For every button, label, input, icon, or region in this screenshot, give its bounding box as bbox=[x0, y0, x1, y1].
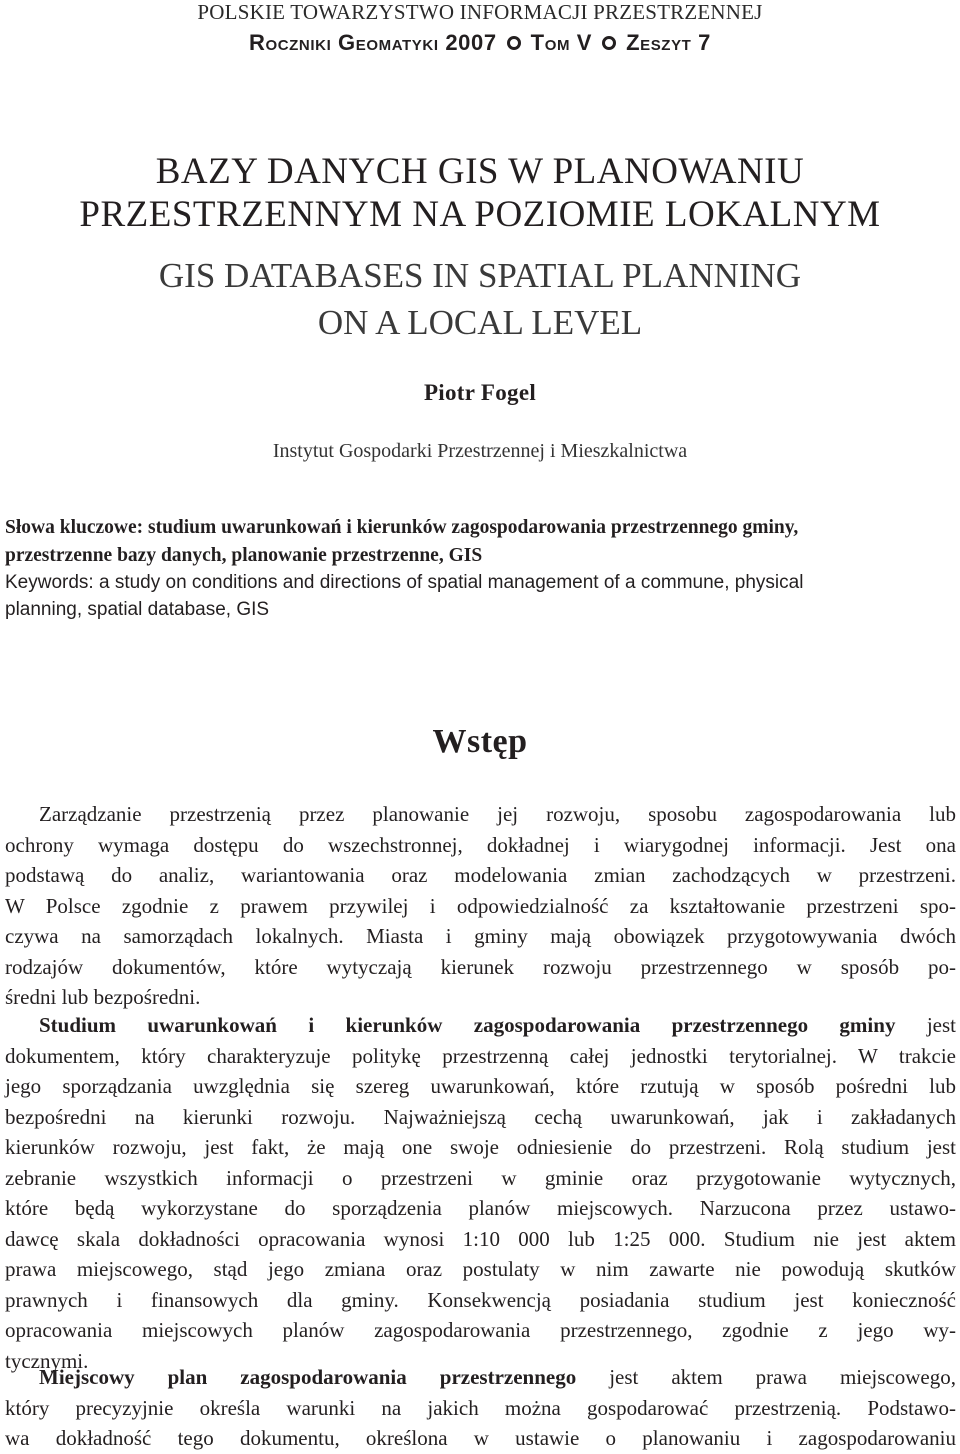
paragraph-line: wa dokładność tego dokumentu, określona w ustawie o planowaniu i zagospodarowaniu bbox=[5, 1426, 956, 1450]
paragraph-line: rodzajów dokumentów, które wytyczają kierunek rozwoju przestrzennego w sposób po- bbox=[5, 954, 956, 979]
keywords-polish-line-1: Słowa kluczowe: studium uwarunkowań i kierunków zagospodarowania przestrzennego gminy, bbox=[5, 517, 799, 538]
lead-text: jest bbox=[895, 1013, 956, 1037]
lead-text: jest aktem prawa miejscowego, bbox=[576, 1365, 957, 1389]
paragraph-introduction bbox=[5, 799, 956, 1013]
keywords-english-line-2: planning, spatial database, GIS bbox=[5, 599, 270, 620]
author-affiliation: Instytut Gospodarki Przestrzennej i Mieszkalnictwa bbox=[272, 440, 688, 462]
paragraph-line: kierunków rozwoju, jest fakt, że mają one swoje odniesienie do przestrzeni. Rolą studium jest bbox=[5, 1135, 956, 1159]
paragraph-line: jego sporządzania uwzględnia się szereg uwarunkowań, które rzutują w sposób pośredni lub bbox=[5, 1074, 956, 1098]
paragraph-line: ochrony wymaga dostępu do wszechstronnej, dokładnej i wiarygodnej informacji. Jest ona bbox=[5, 832, 956, 857]
paragraph-line: W Polsce zgodnie z prawem przywilej i odpowiedzialność za kształtowanie przestrzeni spo- bbox=[5, 893, 956, 918]
paragraph-lead-line bbox=[5, 1362, 956, 1393]
paragraph-line: tycznymi. bbox=[5, 1348, 89, 1373]
journal-name: Roczniki Geomatyki 2007 bbox=[248, 30, 497, 55]
paragraph-line: czywa na samorządach lokalnych. Miasta i gminy mają obowiązek przygotowywania dwóch bbox=[5, 924, 956, 948]
society-header: POLSKIE TOWARZYSTWO INFORMACJI PRZESTRZENNEJ bbox=[197, 0, 763, 24]
journal-issue: Zeszyt 7 bbox=[626, 30, 711, 55]
paragraph-line: które będą wykorzystane do sporządzenia planów miejscowych. Narzucona przez ustawo- bbox=[5, 1196, 956, 1220]
circle-separator-icon bbox=[507, 36, 521, 50]
paragraph-studium bbox=[5, 1010, 956, 1376]
paragraph-line: podstawą do analiz, wariantowania oraz modelowania zmian zachodzących w przestrzeni. bbox=[5, 863, 956, 887]
keywords-english-line-1: Keywords: a study on conditions and directions of spatial management of a commune, physical bbox=[5, 572, 804, 593]
paragraph-lead-line bbox=[5, 1010, 956, 1041]
bold-term: Studium uwarunkowań i kierunków zagospodarowania przestrzennego gminy bbox=[39, 1013, 896, 1037]
journal-volume: Tom V bbox=[530, 30, 593, 55]
title-polish-line-1: BAZY DANYCH GIS W PLANOWANIU bbox=[155, 151, 805, 192]
section-heading: Wstęp bbox=[432, 723, 528, 760]
paragraph-line: zebranie wszystkich informacji o przestrzeni w gminie oraz przygotowanie wytycznych, bbox=[5, 1165, 956, 1190]
paragraph-line: bezpośredni na kierunki rozwoju. Najważniejszą cechą uwarunkowań, jak i zakładanych bbox=[5, 1104, 956, 1129]
keywords-polish-line-2: przestrzenne bazy danych, planowanie przestrzenne, GIS bbox=[5, 545, 483, 566]
title-polish-line-2: PRZESTRZENNYM NA POZIOMIE LOKALNYM bbox=[79, 194, 881, 235]
paragraph-miejscowy-plan bbox=[5, 1362, 956, 1454]
paragraph-line: dawcę skala dokładności opracowania wynosi 1:10 000 lub 1:25 000. Studium nie jest aktem bbox=[5, 1226, 956, 1251]
circle-separator-icon bbox=[602, 36, 616, 50]
paragraph-line: który precyzyjnie określa warunki na jakich można gospodarować przestrzenią. Podstawo- bbox=[5, 1395, 956, 1420]
paragraph-line: prawa miejscowego, stąd jego zmiana oraz postulaty w nim zawarte nie powodują skutków bbox=[5, 1257, 956, 1281]
author-name: Piotr Fogel bbox=[423, 380, 537, 405]
paragraph-line: dokumentem, który charakteryzuje politykę przestrzenną całej jednostki terytorialnej. W trakcie bbox=[5, 1043, 956, 1068]
paragraph-line: opracowania miejscowych planów zagospodarowania przestrzennego, zgodnie z jego wy- bbox=[5, 1318, 956, 1342]
paragraph-line: średni lub bezpośredni. bbox=[5, 985, 201, 1009]
bold-term: Miejscowy plan zagospodarowania przestrzennego bbox=[39, 1365, 577, 1389]
paragraph-line: Zarządzanie przestrzenią przez planowanie jej rozwoju, sposobu zagospodarowania lub bbox=[39, 802, 956, 826]
paragraph-line: prawnych i finansowych dla gminy. Konsekwencją posiadania studium jest konieczność bbox=[5, 1287, 956, 1312]
journal-header bbox=[0, 30, 960, 56]
title-english-line-2: ON A LOCAL LEVEL bbox=[317, 303, 643, 342]
title-english-line-1: GIS DATABASES IN SPATIAL PLANNING bbox=[158, 256, 802, 295]
